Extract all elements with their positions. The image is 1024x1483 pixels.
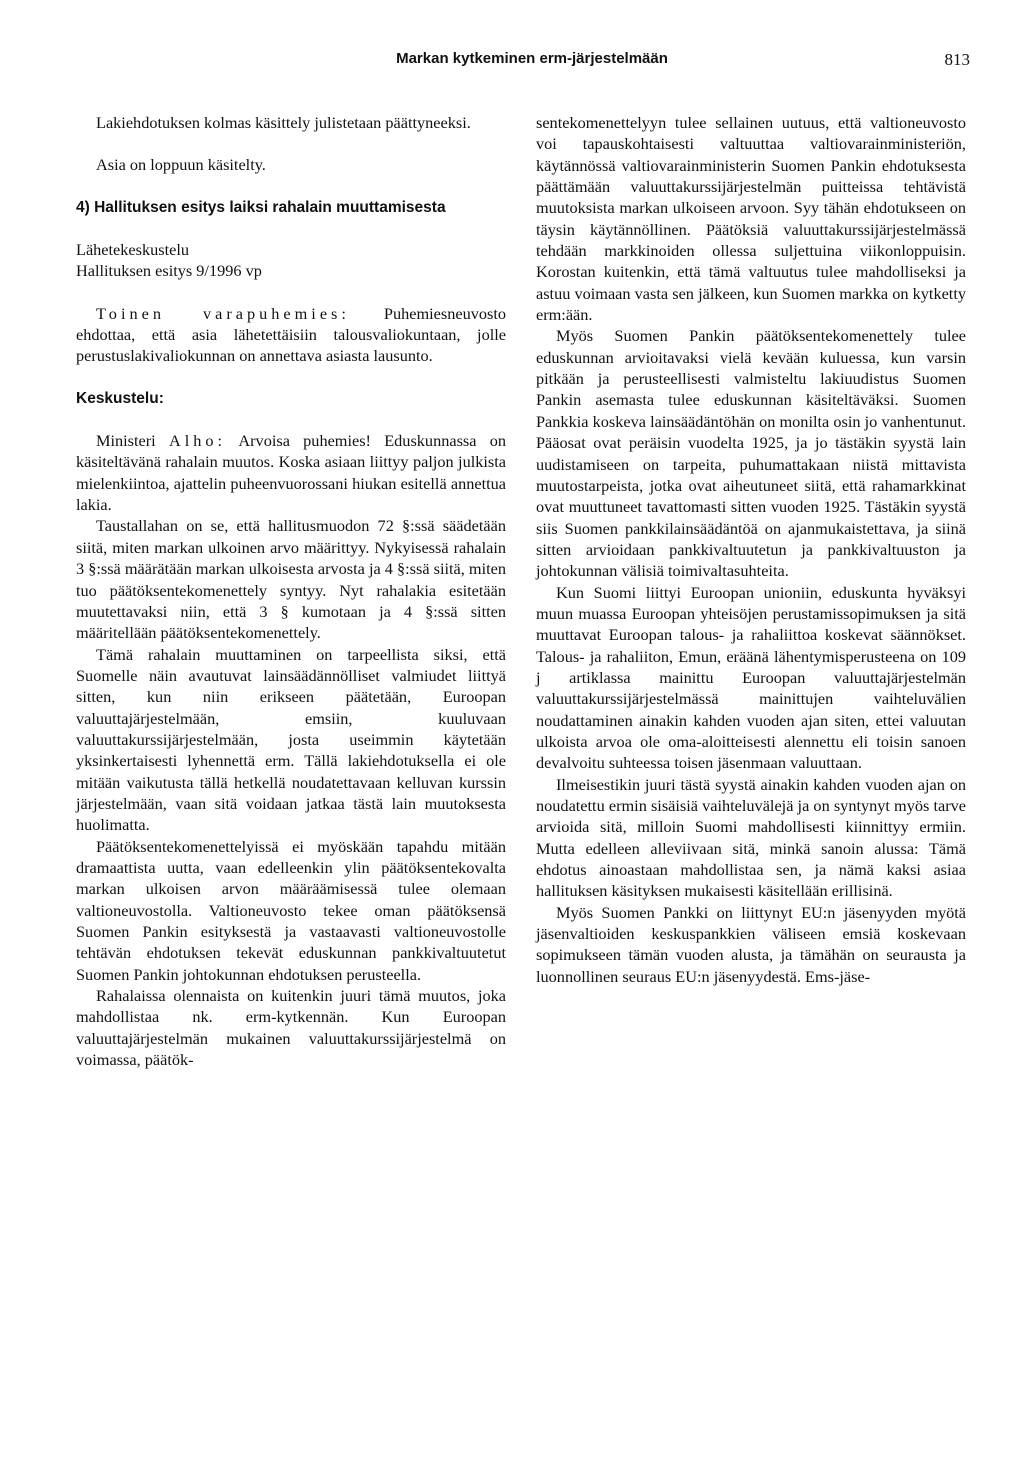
paragraph: Rahalaissa olennaista on kuitenkin juuri tämä muutos, joka mahdollistaa nk. erm-kytkennän. Kun Euroopan valuuttajärjestelmän mukainen valuuttakurssijärjestelmä on voimassa, päätök- — [76, 986, 506, 1070]
referral-line: Lähetekeskustelu — [76, 240, 190, 260]
paragraph: Päätöksentekomenettelyissä ei myöskään tapahdu mitään dramaattista uutta, vaan edelleenkin ylin päätöksentekovalta markan ulkoisen arvon määräämisessä tulee olemaan valtioneuvostolla. Valtioneuvosto tekee oman päätöksensä Suomen Pankin esityksestä ja vastaavasti valtioneuvostolle tehtävän ehdotuksen tekevät eduskunnan pankkivaltuutetut Suomen Pankin johtokunnan ehdotuksen perusteella. — [76, 836, 506, 984]
left-column — [76, 112, 506, 1070]
paragraph: sentekomenettelyyn tulee sellainen uutuus, että valtioneuvosto voi tapauskohtaisesti valtuuttaa valtiovarainministeriön, käytännössä valtiovarainministerin Suomen Pankin ehdotuksesta päättämään valuuttakurssijärjestelmän puitteissa tehtävistä muutoksista markan ulkoiseen arvoon. Syy tähän ehdotukseen on täysin käytännöllinen. Päätöksiä valuuttakurssijärjestelmässä tehdään markkinoiden ollessa suljettuina viikonloppuisin. Korostan kuitenkin, että tämä valtuutus tulee mahdolliseksi ja astuu voimaan vasta sen jälkeen, kun Suomen markka on kytketty erm:ään. — [536, 113, 966, 325]
paragraph: Ilmeisestikin juuri tästä syystä ainakin kahden vuoden ajan on noudatettu ermin sisäisiä vaihteluvälejä ja on syntynyt myös tarve arvioida sitä, milloin Suomi mahdollisesti kiinnittyy ermiin. Mutta edelleen alleviivaan sitä, minkä sanoin alussa: Tämä ehdotus ainoastaan mahdollistaa sen, ja nämä kaksi asiaa hallituksen käsityksen mukaisesti käsitellään erillisinä. — [536, 774, 966, 901]
speaker-paragraph — [76, 303, 506, 367]
speech-text: Arvoisa puhemies! Eduskunnassa on käsiteltävänä rahalain muutos. Koska asiaan liittyy paljon julkista mielenkiintoa, ajattelin puheenvuorossani hiukan esitellä annettua lakia. — [76, 431, 506, 515]
paragraph: Myös Suomen Pankki on liittynyt EU:n jäsenyyden myötä jäsenvaltioiden keskuspankkien väliseen emsiä koskevaan sopimukseen tämän vuoden alusta, ja tämähän on seurausta ja luonnollinen seuraus EU:n jäsenyydestä. Ems-jäse- — [536, 902, 966, 986]
speaker-paragraph — [76, 430, 506, 515]
paragraph: Taustallahan on se, että hallitusmuodon 72 §:ssä säädetään siitä, miten markan ulkoinen arvo määrittyy. Nykyisessä rahalain 3 §:ssä määrätään markan ulkoisesta arvosta ja 4 §:ssä siitä, miten tuo päätöksentekomenettely syntyy. Nyt rahalakia esitetään muutettavaksi niin, että 3 § kumotaan ja 4 §:ssä sitten määritellään päätöksentekomenettely. — [76, 516, 506, 643]
referral-line: Hallituksen esitys 9/1996 vp — [76, 261, 262, 281]
paragraph: Lakiehdotuksen kolmas käsittely julistetaan päättyneeksi. — [96, 113, 471, 132]
speech-text: Puhemiesneuvosto ehdottaa, että asia lähetettäisiin talousvaliokuntaan, jolle perustuslakivaliokunnan on annettava asiasta lausunto. — [76, 303, 506, 366]
paragraph: Myös Suomen Pankin päätöksentekomenettely tulee eduskunnan arvioitavaksi vielä kevään kuluessa, kun varsin pitkään ja perusteellisesti valmisteltu lakiuudistus Suomen Pankin asemasta tulee eduskunnan käsiteltäväksi. Suomen Pankkia koskeva lainsäädäntöhän on monilta osin jo vanhentunut. Pääosat ovat peräisin vuodelta 1925, ja jo tästäkin syystä lain uudistamiseen on tarpeita, puhumattakaan niistä mittavista muutostarpeista, jotka ovat aiheutuneet siitä, että rahamarkkinat ovat muuttuneet tavattomasti sitten vuoden 1925. Tästäkin syystä siis Suomen pankkilainsäädäntöä on ajanmukaistettava, ja siinä sitten arvioidaan pankkivaltuutetun ja pankkivaltuuston ja johtokunnan välisiä toimivaltasuhteita. — [536, 326, 966, 581]
page-header-title: Markan kytkeminen erm-järjestelmään — [396, 50, 668, 67]
paragraph: Kun Suomi liittyi Euroopan unioniin, eduskunta hyväksyi muun muassa Euroopan yhteisöjen perustamissopimuksen ja sitä muuttavat Euroopan talous- ja rahaliittoa koskevat säännökset. Talous- ja rahaliiton, Emun, eräänä lähentymisperusteena on 109 j artiklassa mainittu Euroopan valuuttajärjestelmän valuuttakurssijärjestelmässä mainittujen vaihteluvälien noudattaminen ainakin kahden vuoden ajan siten, ettei valuutan ulkoista arvoa ole oma-aloitteisesti alennettu eli toisin sanoen devalvoitu suhteessa toisen jäsenmaan valuuttaan. — [536, 582, 966, 773]
paragraph: Asia on loppuun käsitelty. — [96, 155, 266, 175]
page-number: 813 — [944, 50, 970, 69]
speaker-title: Ministeri — [96, 431, 169, 451]
paragraph: Tämä rahalain muuttaminen on tarpeellista siksi, että Suomelle näin avautuvat lainsäädännölliset valmiudet liittyä sitten, kun niin erikseen päätetään, Euroopan valuuttajärjestelmään, emsiin, kuuluvaan valuuttakurssijärjestelmään, josta useimmin käytetään yksinkertaisesti lyhennettä erm. Tällä lakiehdotuksella ei ole mitään vaikutusta tällä hetkellä noudatettavaan kelluvan kurssin järjestelmään, vaan sitä voidaan jatkaa tästä lain muutoksesta huolimatta. — [76, 644, 506, 835]
right-column — [536, 112, 966, 987]
speaker-name: Toinen varapuhemies: — [96, 303, 350, 323]
discussion-heading: Keskustelu: — [76, 389, 164, 407]
speaker-name: Alho: — [168, 431, 227, 451]
section-heading: 4) Hallituksen esitys laiksi rahalain muuttamisesta — [76, 198, 446, 216]
